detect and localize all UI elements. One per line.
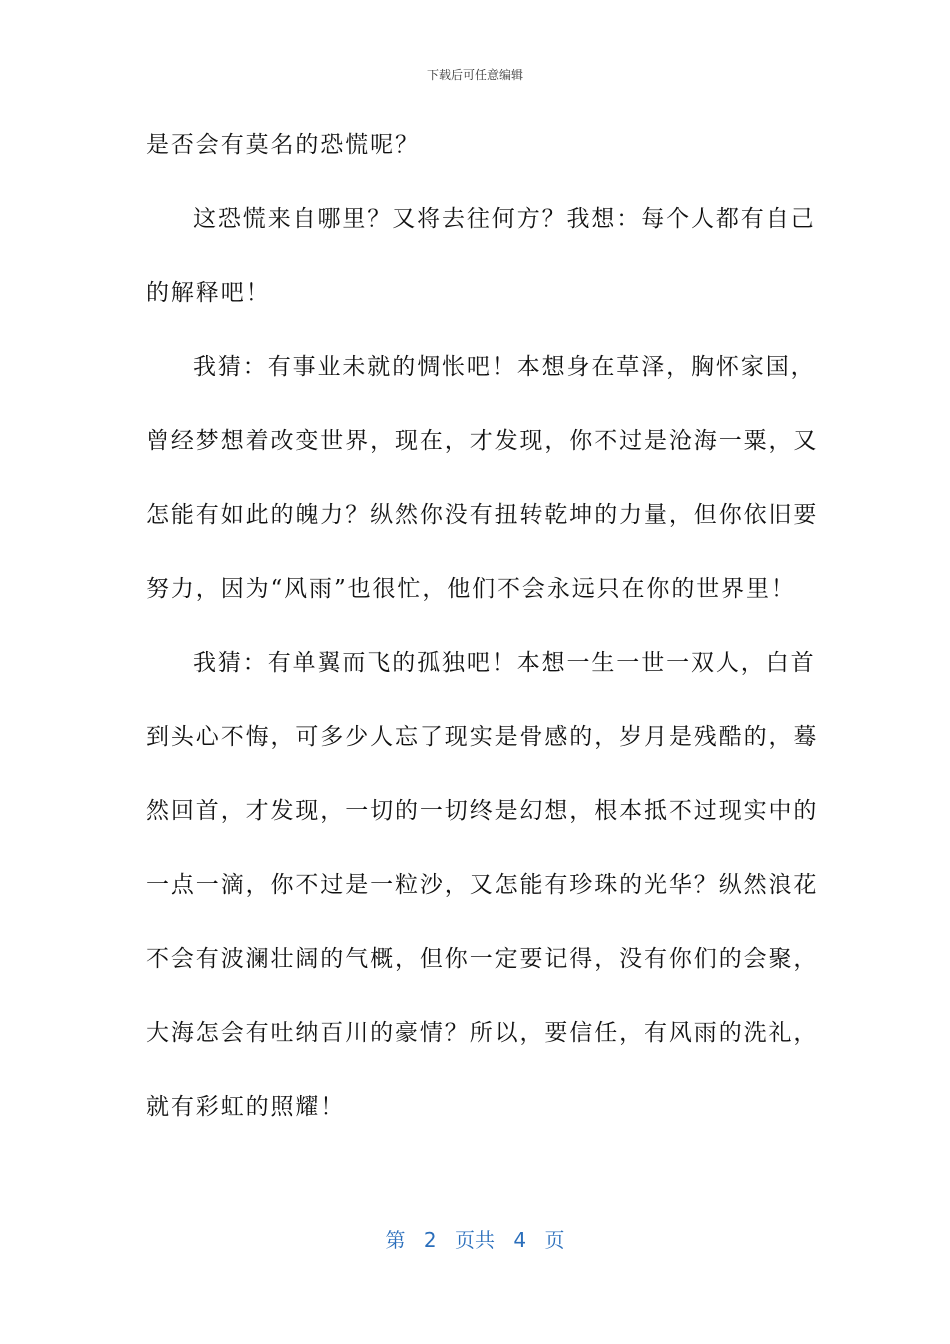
text-line: 一点一滴，你不过是一粒沙，又怎能有珍珠的光华？纵然浪花 [146,872,819,898]
text-line: 怎能有如此的魄力？纵然你没有扭转乾坤的力量，但你依旧要 [146,502,819,528]
document-body [146,125,819,1161]
footer-prefix: 第 [385,1228,406,1252]
page-footer [0,1224,950,1253]
total-page-number: 4 [513,1228,527,1252]
text-line: 是否会有莫名的恐慌呢？ [146,132,420,158]
text-line: 我猜：有事业未就的惆怅吧！本想身在草泽，胸怀家国， [193,354,816,380]
text-line: 我猜：有单翼而飞的孤独吧！本想一生一世一双人，白首 [193,650,816,676]
text-line: 的解释吧！ [146,280,271,306]
text-line: 大海怎会有吐纳百川的豪情？所以，要信任，有风雨的洗礼， [146,1020,819,1046]
text-line: 然回首，才发现，一切的一切终是幻想，根本抵不过现实中的 [146,798,819,824]
text-line: 到头心不悔，可多少人忘了现实是骨感的，岁月是残酷的，蓦 [146,724,819,750]
text-line: 这恐慌来自哪里？又将去往何方？我想：每个人都有自己 [193,206,816,232]
text-line: 曾经梦想着改变世界，现在，才发现，你不过是沧海一粟，又 [146,428,819,454]
current-page-number: 2 [423,1228,437,1252]
footer-middle: 页共 [455,1228,495,1252]
page-header: 下载后可任意编辑 [426,68,523,82]
text-line: 不会有波澜壮阔的气概，但你一定要记得，没有你们的会聚， [146,946,819,972]
text-line: 努力，因为“风雨”也很忙，他们不会永远只在你的世界里！ [146,576,796,602]
text-line: 就有彩虹的照耀！ [146,1094,346,1120]
footer-suffix: 页 [544,1228,565,1252]
